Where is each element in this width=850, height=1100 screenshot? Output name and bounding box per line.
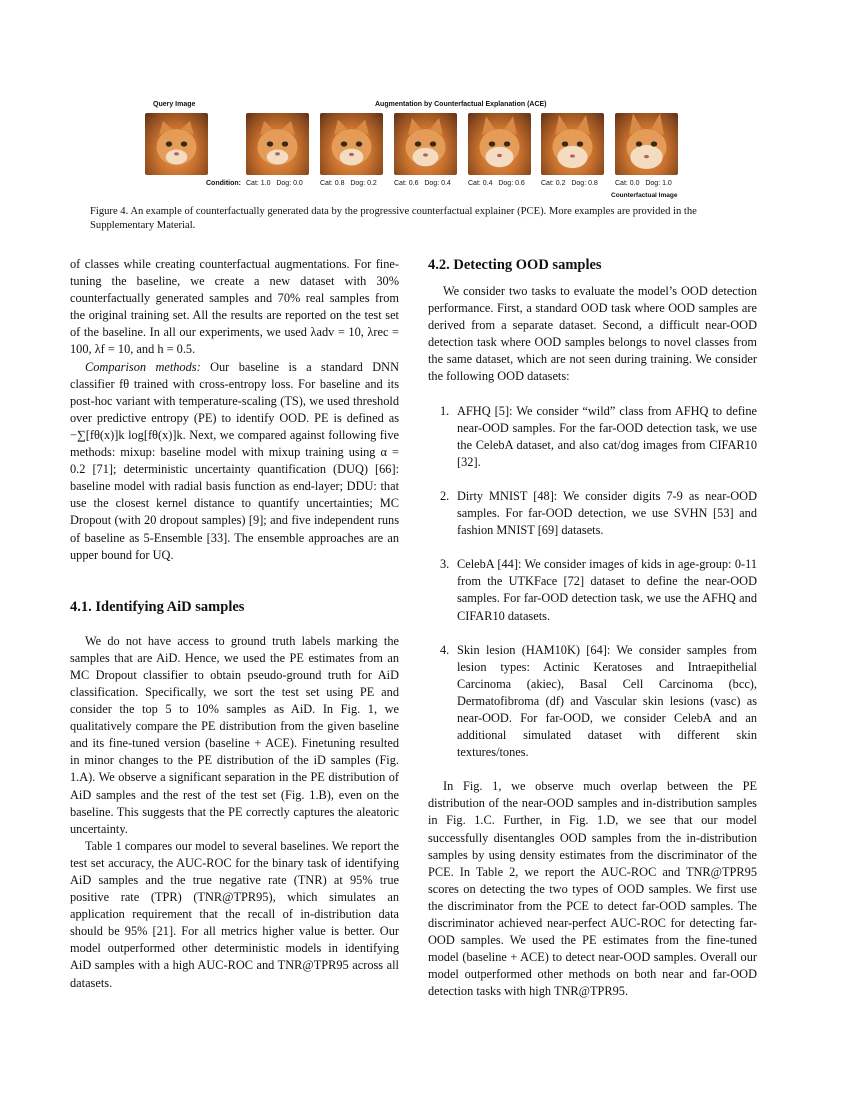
counterfactual-image-2 [320, 113, 383, 175]
cat-face-shape [415, 141, 421, 146]
cat-face-shape [489, 141, 495, 146]
cat-face-shape [570, 154, 575, 157]
cat-face-shape [651, 141, 657, 146]
paragraph-comparison-methods: Comparison methods: Our baseline is a standard DNN classifier fθ trained with cross-entropy loss. For baseline and its post-hoc variant with temperature-scaling (TS), we used threshold over predictive entropy (PE) to identify OOD. PE is defined as −∑[fθ(x)]k log[fθ(x)]k. Next, we compared against following five methods: mixup: baseline model with mixup training using α = 0.2 [71]; deterministic uncertainty quantification (DUQ) [66]: baseline model with radial basis function as end-layer; DDU: that use the closest kernel distance to quantify uncertainties; MC Dropout (with 20 dropout samples) [9]; and five independent runs of baseline as 5-Ensemble [33]. The ensemble approaches are an upper bound for UQ. [70, 359, 399, 562]
paragraph: of classes while creating counterfactual augmentations. For fine-tuning the baseline, we create a new dataset with 30% counterfactually generated samples and 70% real samples from the original training set. All the results are reported on the test set of the baseline. In all our experiments, we used λadv = 10, λrec = 100, λf = 10, and h = 0.5. [70, 257, 399, 357]
counterfactual-image-5 [541, 113, 604, 175]
cat-face-shape [430, 141, 436, 146]
condition-3: Cat: 0.6 Dog: 0.4 [394, 180, 451, 187]
cat-face-shape [166, 141, 172, 146]
section-title-4-1: 4.1. Identifying AiD samples [70, 598, 245, 615]
cat-face-shape [174, 152, 179, 155]
list-item: 2. Dirty MNIST [48]: We consider digits 7-9 as near-OOD samples. For far-OOD detection, we use SVHN [53] and fashion MNIST [69] datasets. [440, 488, 757, 538]
cat-face-shape [181, 141, 187, 146]
ood-dataset-list [428, 403, 757, 762]
counterfactual-image-label: Counterfactual Image [611, 192, 678, 199]
right-column [428, 256, 757, 1000]
list-item: 4. Skin lesion (HAM10K) [64]: We consider samples from lesion types: Actinic Keratoses and Intraepithelial Carcinoma (akiec), Basal Cell Carcinoma (bcc), Dermatofibroma (df) and Vascular skin lesions (vasc) as near-OOD. For far-OOD, we consider CelebA and an additional simulated dataset with different skin textures/tones. [440, 642, 757, 760]
cat-face-shape [504, 141, 510, 146]
cat-face-shape [356, 141, 362, 146]
query-cat-image [145, 113, 208, 175]
cat-face-shape [340, 149, 364, 166]
counterfactual-image-1 [246, 113, 309, 175]
cat-face-shape [423, 153, 428, 156]
cat-face-shape [166, 150, 188, 165]
list-item: 3. CelebA [44]: We consider images of kids in age-group: 0-11 from the UTKFace [72] dataset to define the near-OOD samples. For far-OOD detection task, we use the AFHQ and CIFAR10 datasets. [440, 557, 757, 623]
cat-face-shape [497, 154, 502, 157]
counterfactual-image-3 [394, 113, 457, 175]
cat-face-shape [349, 153, 354, 156]
paragraph: In Fig. 1, we observe much overlap between the PE distribution of the near-OOD samples and in-distribution samples in Fig. 1.C. Further, in Fig. 1.D, we see that our model successfully disentangles OOD samples from the in-distribution samples by using density estimates from the discriminator of the PCE. In Table 2, we report the AUC-ROC and TNR@TPR95 scores on detecting the two types of OOD samples. We first use the discriminator from the PCE to detect far-OOD samples. The discriminator achieved near-perfect AUC-ROC for detecting far-OOD samples. We used the PE estimates from the fine-tuned model (baseline + ACE) to detect near-OOD samples. Overall our model outperformed other methods on both near and far-OOD detection tasks with high TNR@TPR95. [428, 779, 757, 999]
cat-face-shape [267, 141, 273, 146]
figure-caption: Figure 4. An example of counterfactually generated data by the progressive counterfactual explainer (PCE). More examples are provided in the Supplementary Material. [90, 206, 697, 231]
condition-1: Cat: 1.0 Dog: 0.0 [246, 180, 303, 187]
condition-4: Cat: 0.4 Dog: 0.6 [468, 180, 525, 187]
paragraph: Table 1 compares our model to several baselines. We report the test set accuracy, the AUC-ROC for the binary task of identifying AiD samples and the true negative rate (TNR) at 95% true positive rate (TPR) (TNR@TPR95), which simulates an application requirement that the recall of in-distribution data should be 95% [21]. For all metrics higher value is better. Our model outperformed other deterministic models in identifying AiD samples with a high AUC-ROC and TNR@TPR95 across all datasets. [70, 838, 399, 990]
list-item: 1. AFHQ [5]: We consider “wild” class from AFHQ to define near-OOD samples. For the far-OOD detection task, we use the CelebA dataset, and also cat/dog images from CIFAR10 [32]. [440, 403, 757, 469]
cat-face-shape [275, 152, 280, 155]
query-image-heading: Query Image [153, 101, 196, 108]
condition-label: Condition: [206, 180, 241, 187]
section-title-4-2: 4.2. Detecting OOD samples [428, 257, 602, 273]
paragraph: We do not have access to ground truth labels marking the samples that are AiD. Hence, we used the PE estimates from an MC Dropout classifier to obtain pseudo-ground truth for AiD classification. Specifically, we sort the test set using PE and consider the top 5 to 10% samples as AiD. In Fig. 1, we qualitatively compare the PE distribution from the given baseline and its fine-tuned version (baseline + ACE). Finetuning resulted in minor changes to the PE distribution of the iD samples (Fig. 1.A). We observe a significant separation in the PE distribution of AiD samples and the rest of the test set (Fig. 1.B), even on the baseline. This suggests that the PE correctly captures the aleatoric uncertainty. [70, 633, 399, 836]
counterfactual-image-4 [468, 113, 531, 175]
condition-6: Cat: 0.0 Dog: 1.0 [615, 180, 672, 187]
left-column [70, 256, 399, 992]
cat-face-shape [267, 150, 289, 165]
cat-face-shape [413, 148, 439, 167]
condition-5: Cat: 0.2 Dog: 0.8 [541, 180, 598, 187]
condition-2: Cat: 0.8 Dog: 0.2 [320, 180, 377, 187]
cat-face-shape [562, 141, 568, 146]
ace-heading: Augmentation by Counterfactual Explanation (ACE) [375, 101, 547, 108]
cat-face-shape [636, 141, 642, 146]
paragraph: We consider two tasks to evaluate the model’s OOD detection performance. First, a standard OOD task where OOD samples are derived from a separate dataset. Second, a difficult near-OOD detection task where OOD samples belongs to novel classes from the same dataset, which are not seen during training. We consider the following OOD datasets: [428, 284, 757, 384]
cat-face-shape [341, 141, 347, 146]
cat-face-shape [644, 155, 649, 158]
cat-face-shape [577, 141, 583, 146]
counterfactual-image-6 [615, 113, 678, 175]
cat-face-shape [282, 141, 288, 146]
